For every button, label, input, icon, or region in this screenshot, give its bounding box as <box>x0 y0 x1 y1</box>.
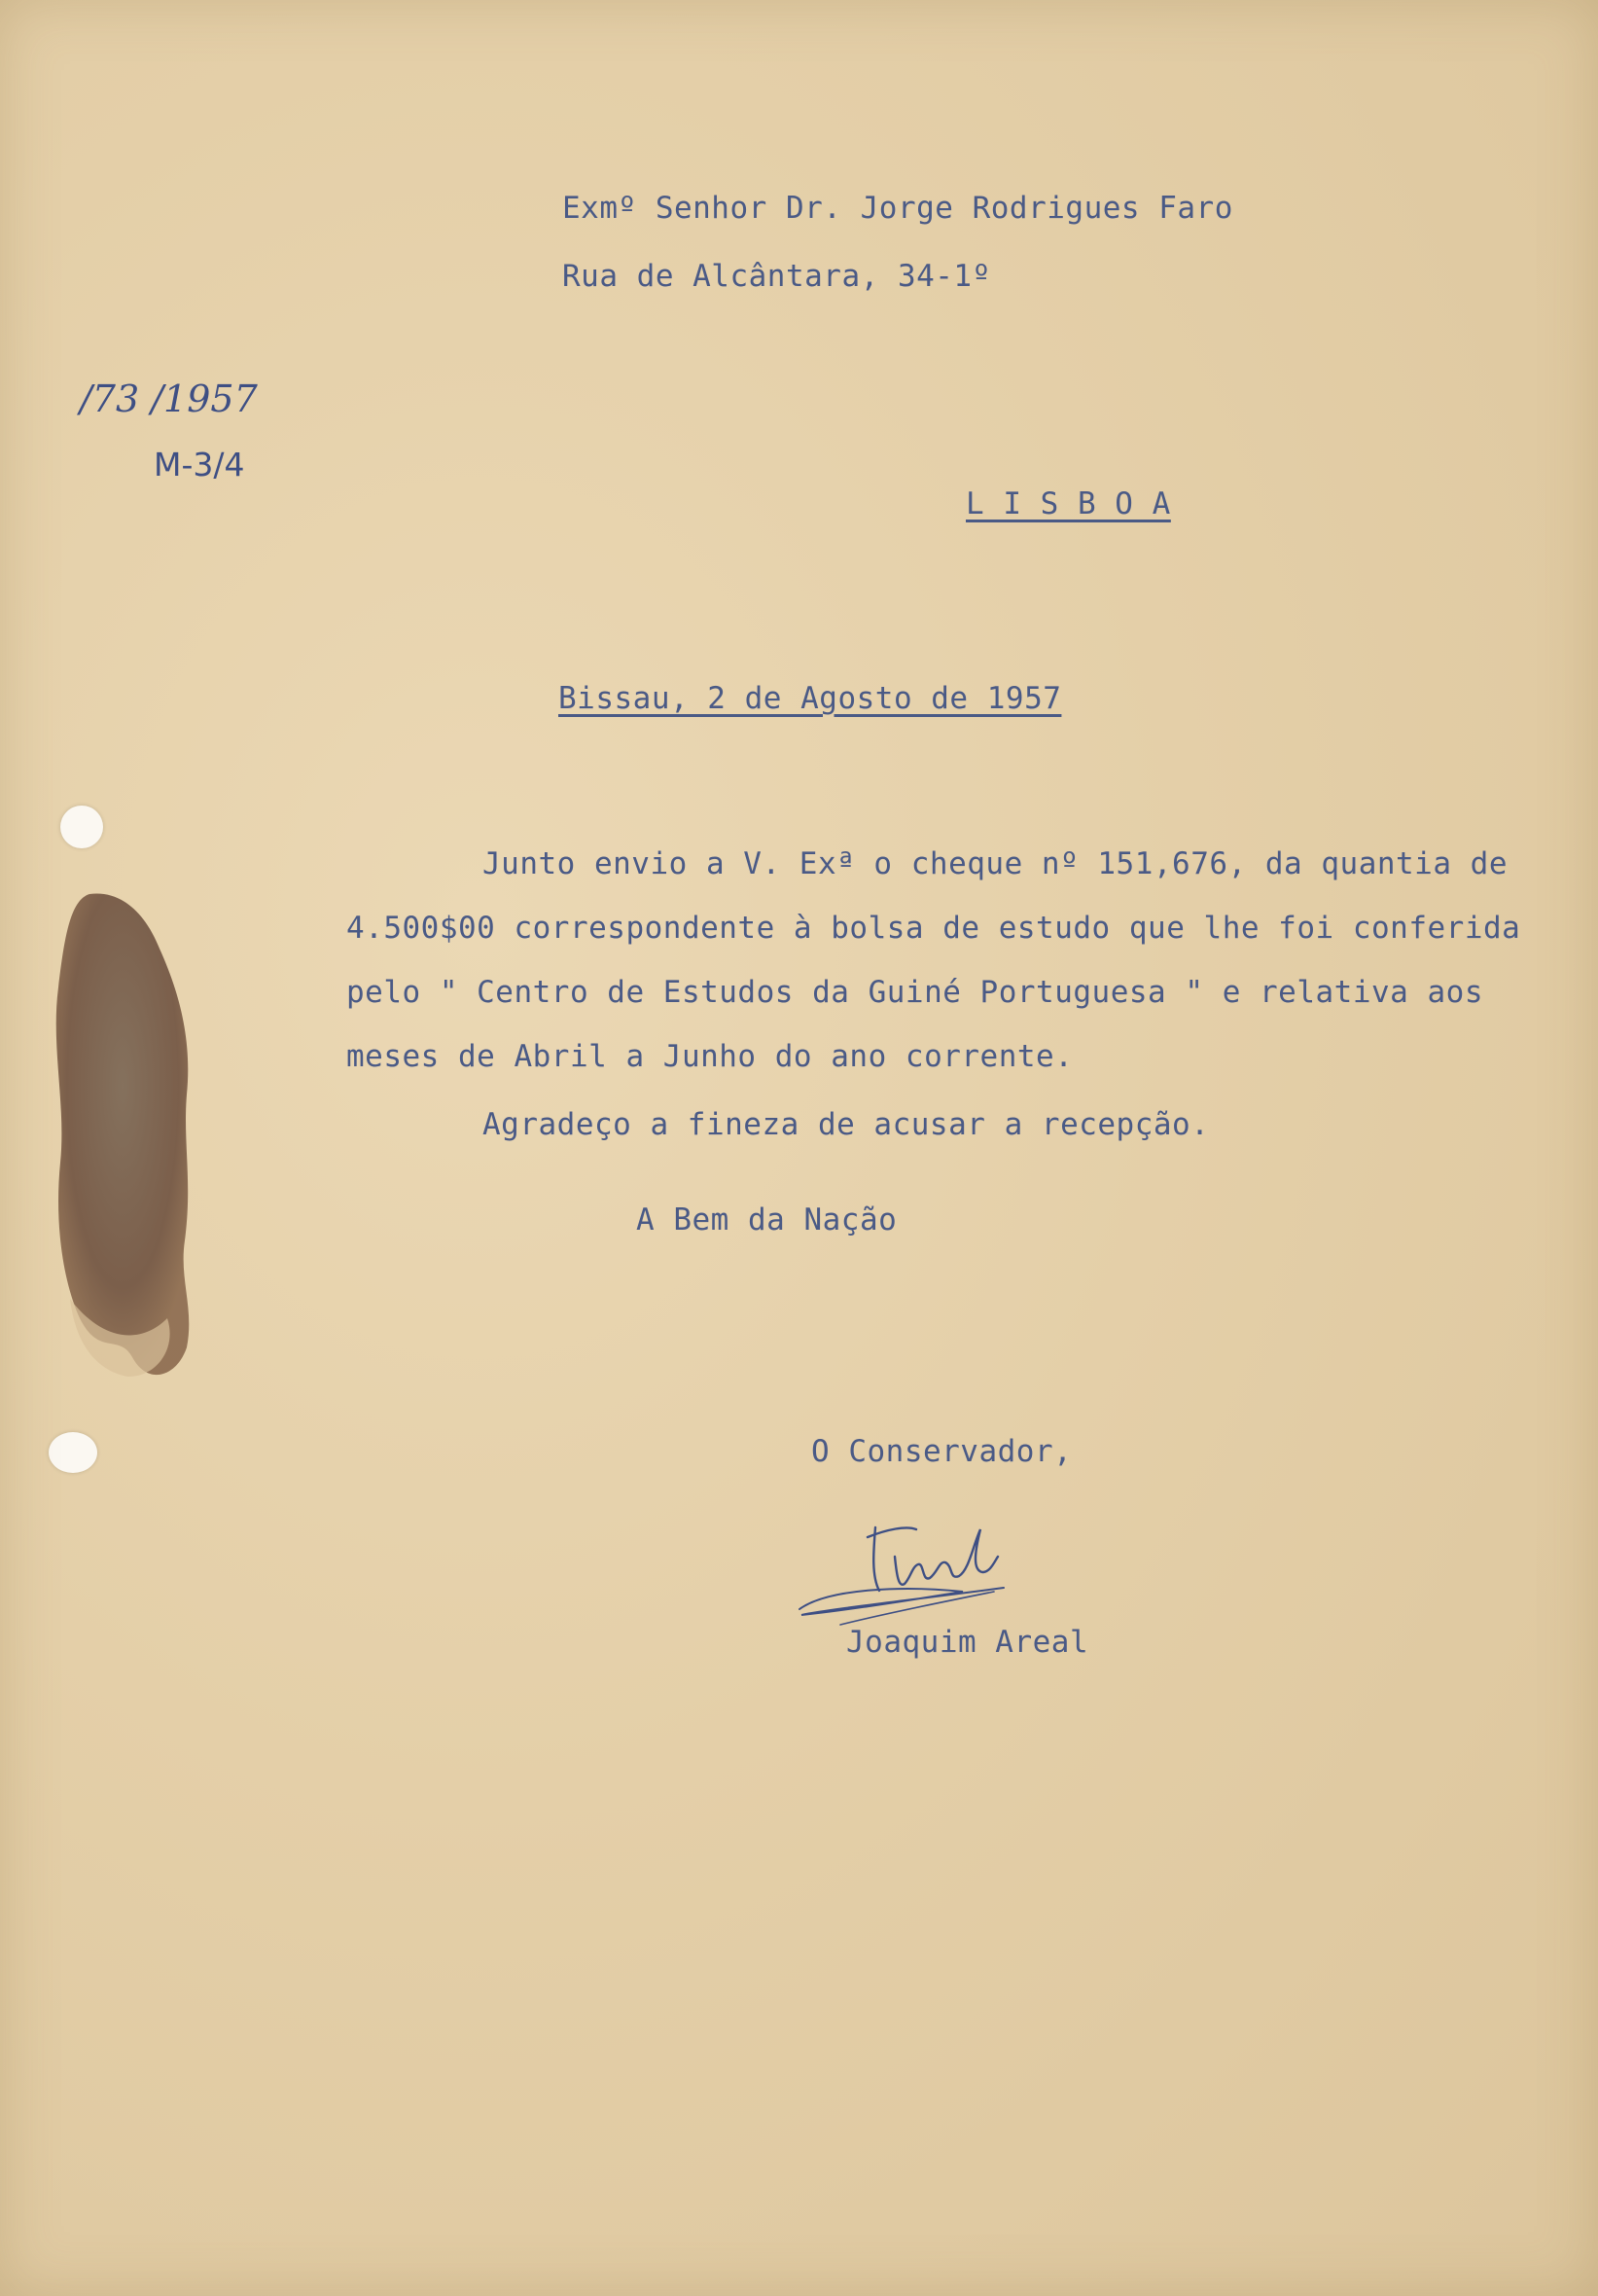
body-line-1: Junto envio a V. Exª o cheque nº 151,676, da quantia de <box>482 846 1508 881</box>
salutation: A Bem da Nação <box>636 1202 898 1238</box>
recipient-name: Exmº Senhor Dr. Jorge Rodrigues Faro <box>562 191 1233 226</box>
recipient-address: Rua de Alcântara, 34-1º <box>562 259 991 294</box>
punch-hole-top <box>60 806 103 848</box>
signatory-name: Joaquim Areal <box>846 1625 1089 1660</box>
city-heading: L I S B O A <box>966 486 1171 521</box>
reference-code: M-3/4 <box>154 446 245 484</box>
signature-icon <box>790 1508 1072 1634</box>
body-closing-request: Agradeço a fineza de acusar a recepção. <box>482 1107 1210 1142</box>
stain-mark <box>51 890 195 1386</box>
body-line-4: meses de Abril a Junho do ano corrente. <box>346 1039 1074 1074</box>
date-line: Bissau, 2 de Agosto de 1957 <box>558 681 1062 716</box>
punch-hole-bottom <box>49 1432 97 1473</box>
body-line-3: pelo " Centro de Estudos da Guiné Portuguesa " e relativa aos <box>346 975 1483 1010</box>
body-line-2: 4.500$00 correspondente à bolsa de estudo que lhe foi conferida <box>346 911 1521 946</box>
signatory-title: O Conservador, <box>811 1434 1073 1469</box>
reference-number: /73 /1957 <box>80 377 258 420</box>
